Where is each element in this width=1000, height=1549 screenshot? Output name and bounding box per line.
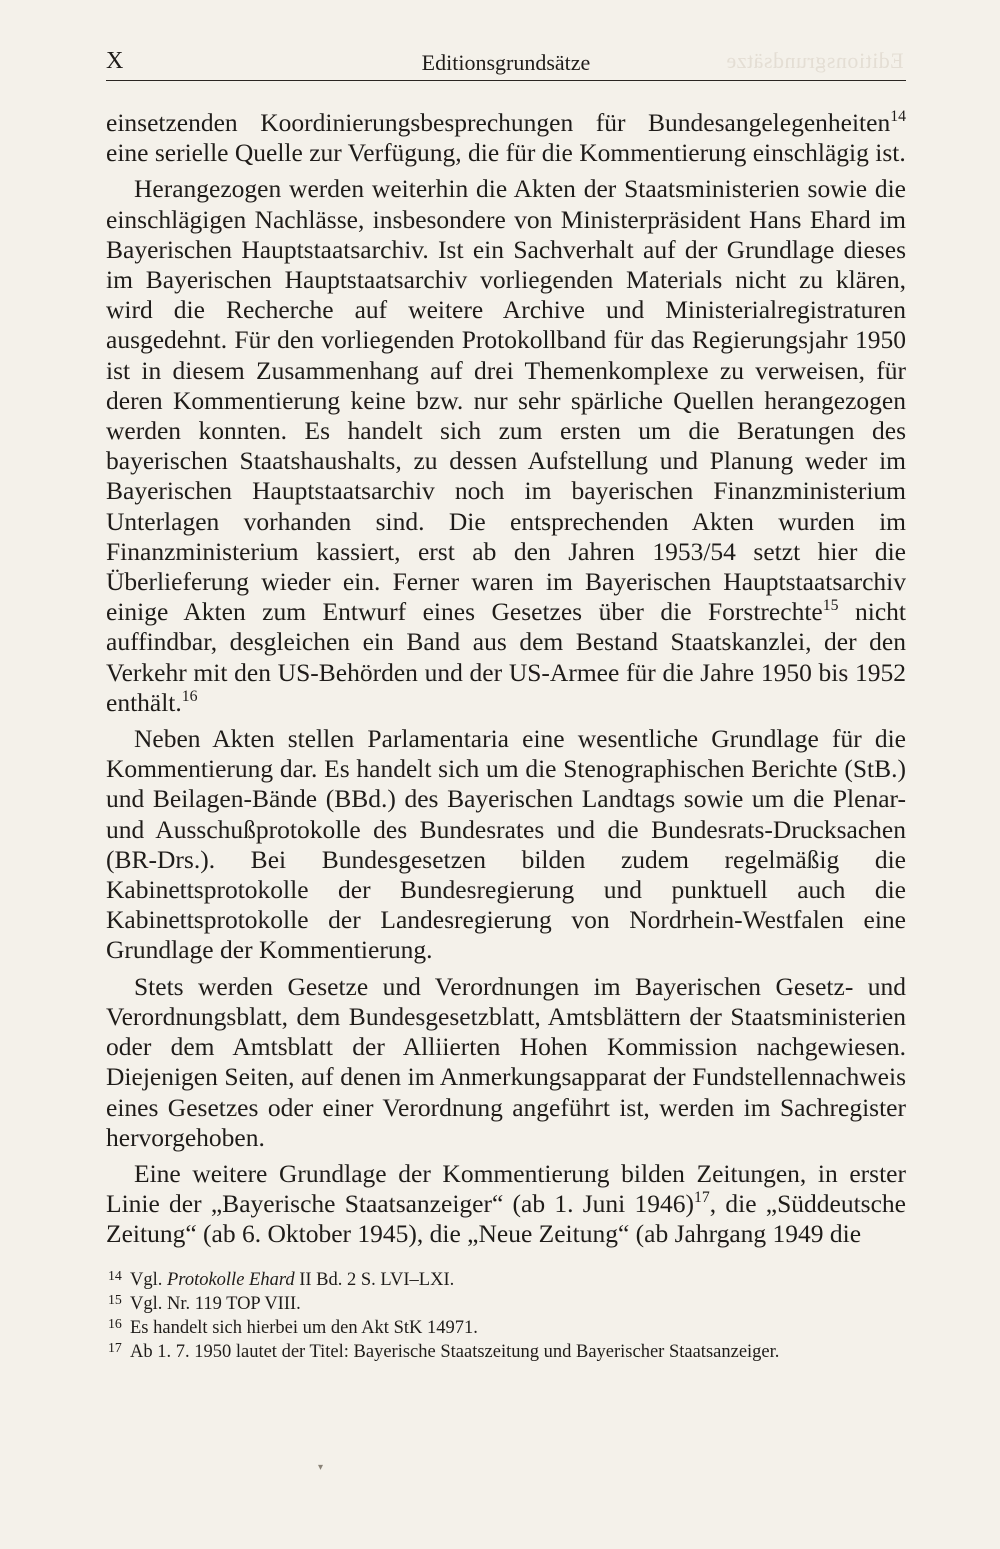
paragraph-text: eine serielle Quelle zur Verfügung, die für die Kommentierung einschlägig ist. — [106, 138, 906, 168]
paragraph-text: Eine weitere Grundlage der Kommentierung bilden Zeitungen, in erster Linie der „Bayerische Staatsanzeiger“ (ab 1. Juni 1946) — [106, 1158, 906, 1219]
footnote-15 — [106, 1292, 906, 1316]
paragraph-3 — [106, 724, 906, 966]
footnote-text: Ab 1. 7. 1950 lautet der Titel: Bayerische Staatszeitung und Bayerischer Staatsanzeiger. — [130, 1342, 780, 1362]
footnote-number: 17 — [108, 1341, 122, 1356]
paragraph-1 — [106, 108, 906, 168]
footnote-ref-15: 15 — [822, 597, 839, 615]
paragraph-text: nicht auffindbar, desgleichen ein Band aus dem Bestand Staatskanzlei, der den Verkehr mit den US-Behörden und der US-Armee für die Jahre 1950 bis 1952 enthält. — [106, 597, 906, 717]
running-header — [106, 46, 906, 80]
body-text — [106, 108, 906, 1256]
paragraph-text: Herangezogen werden weiterhin die Akten der Staatsministerien sowie die einschlägigen Nachlässe, insbesondere von Ministerpräsident Hans Ehard im Bayerischen Hauptstaatsarchiv. Ist ein Sachverhalt auf der Grundlage dieses im Bayerischen Hauptstaatsarchiv vorliegenden Materials nicht zu klären, wird die Recherche auf weitere Archive und Ministerialregistraturen ausgedehnt. Für den vorliegenden Protokollband für das Regierungsjahr 1950 ist in diesem Zusammenhang auf drei Themenkomplexe zu verweisen, für deren Kommentierung keine bzw. nur sehr spärliche Quellen herangezogen werden konnten. Es handelt sich zum ersten um die Beratungen des bayerischen Staatshaushalts, zu dessen Aufstellung und Planung weder im Bayerischen Hauptstaatsarchiv noch im bayerischen Finanzministerium Unterlagen vorhanden sind. Die entsprechenden Akten wurden im Finanzministerium kassiert, erst ab den Jahren 1953/54 setzt hier die Überlieferung wieder ein. Ferner waren im Bayerischen Hauptstaatsarchiv einige Akten zum Entwurf eines Gesetzes über die Forstrechte — [106, 174, 906, 627]
footnote-text: II Bd. 2 S. LVI–LXI. — [294, 1270, 455, 1290]
paragraph-5 — [106, 1159, 906, 1250]
footnote-text: Vgl. — [130, 1270, 167, 1290]
paragraph-4 — [106, 972, 906, 1153]
paragraph-text: Neben Akten stellen Parlamentaria eine wesentliche Grundlage für die Kommentierung dar. Es handelt sich um die Stenographischen Berichte (StB.) und Beilagen-Bände (BBd.) des Bayerischen Landtags sowie um die Plenar- und Ausschußprotokolle des Bundesrates und die Bundesrats-Drucksachen (BR-Drs.). Bei Bundesgesetzen bilden zudem regelmäßig die Kabinettsprotokolle der Bundesregierung und punktuell auch die Kabinettsprotokolle der Landesregierung von Nordrhein-Westfalen eine Grundlage der Kommentierung. — [106, 724, 906, 965]
footnote-17 — [106, 1340, 906, 1364]
footnote-number: 15 — [108, 1293, 122, 1308]
paragraph-text: , die „Süddeutsche Zeitung“ (ab 6. Oktober 1945), die „Neue Zeitung“ (ab Jahrgang 1949 die — [106, 1189, 906, 1249]
running-title: Editionsgrundsätze — [421, 50, 591, 75]
paragraph-2 — [106, 174, 906, 718]
paragraph-text: Stets werden Gesetze und Verordnungen im Bayerischen Gesetz- und Verordnungsblatt, dem Bundesgesetzblatt, Amtsblättern der Staatsministerien oder dem Amtsblatt der Alliierten Hohen Kommission nachgewiesen. Diejenigen Seiten, auf denen im Anmerkungsapparat der Fundstellennachweis eines Gesetzes oder einer Verordnung angeführt ist, werden im Sachregister hervorgehoben. — [106, 971, 906, 1152]
footnote-number: 16 — [108, 1317, 122, 1332]
footnotes — [106, 1268, 906, 1364]
page-number: X — [106, 48, 124, 74]
footnote-number: 14 — [108, 1269, 122, 1284]
footnote-14 — [106, 1268, 906, 1292]
footnote-16 — [106, 1316, 906, 1340]
paragraph-text: einsetzenden Koordinierungsbesprechungen für Bundesangelegenheiten — [106, 108, 891, 137]
footnote-ref-17: 17 — [693, 1189, 710, 1207]
footnote-ref-14: 14 — [890, 108, 906, 126]
show-through-text: Editionsgrundsätze — [726, 48, 904, 73]
footnote-ref-16: 16 — [181, 688, 198, 706]
footnote-italic: Protokolle Ehard — [167, 1270, 295, 1290]
footnote-text: Vgl. Nr. 119 TOP VIII. — [130, 1294, 301, 1314]
stray-mark: ▾ — [318, 1462, 324, 1473]
header-rule — [106, 80, 906, 81]
footnote-text: Es handelt sich hierbei um den Akt StK 14971. — [130, 1318, 478, 1338]
